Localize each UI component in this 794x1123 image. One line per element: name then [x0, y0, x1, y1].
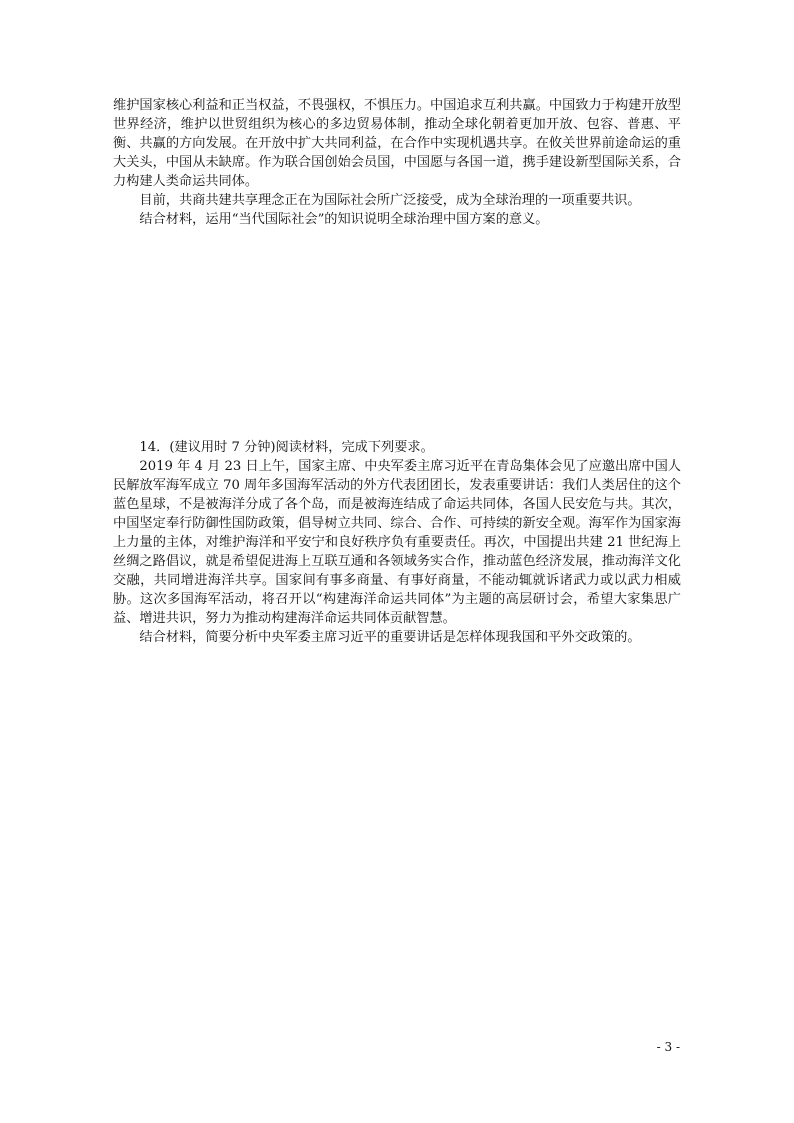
material-continued-section [113, 96, 681, 229]
material-paragraph: 维护国家核心利益和正当权益，不畏强权，不惧压力。中国追求互利共赢。中国致力于构建开放型世界经济，维护以世贸组织为核心的多边贸易体制，推动全球化朝着更加开放、包容、普惠、平衡、共赢的方向发展。在开放中扩大共同利益，在合作中实现机遇共享。在攸关世界前途命运的重大关头，中国从未缺席。作为联合国创始会员国，中国愿与各国一道，携手建设新型国际关系，合力构建人类命运共同体。 [113, 98, 681, 189]
material-paragraph: 2019 年 4 月 23 日上午，国家主席、中央军委主席习近平在青岛集体会见了应邀出席中国人民解放军海军成立 70 周年多国海军活动的外方代表团团长，发表重要讲话：我们人类居住的这个蓝色星球，不是被海洋分成了各个岛，而是被海连结成了命运共同体，各国人民安危与共。其次，中国坚定奉行防御性国防政策，倡导树立共同、综合、合作、可持续的新安全观。海军作为国家海上力量的主体，对维护海洋和平安宁和良好秩序负有重要责任。再次，中国提出共建 21 世纪海上丝绸之路倡议，就是希望促进海上互联互通和各领域务实合作，推动蓝色经济发展，推动海洋文化交融，共同增进海洋共享。国家间有事多商量、有事好商量，不能动辄就诉诸武力或以武力相威胁。这次多国海军活动，将召开以“构建海洋命运共同体”为主题的高层研讨会，希望大家集思广益、增进共识，努力为推动构建海洋命运共同体贡献智慧。 [113, 459, 681, 626]
page-number: - 3 - [656, 1040, 680, 1054]
question-task: 结合材料，运用“当代国际社会”的知识说明全球治理中国方案的意义。 [139, 212, 549, 227]
question-heading: 14．(建议用时 7 分钟)阅读材料，完成下列要求。 [139, 440, 434, 455]
question-task: 结合材料，简要分析中央军委主席习近平的重要讲话是怎样体现我国和平外交政策的。 [139, 630, 641, 645]
material-paragraph: 目前，共商共建共享理念正在为国际社会所广泛接受，成为全球治理的一项重要共识。 [139, 193, 641, 208]
question-14-section [113, 438, 681, 647]
